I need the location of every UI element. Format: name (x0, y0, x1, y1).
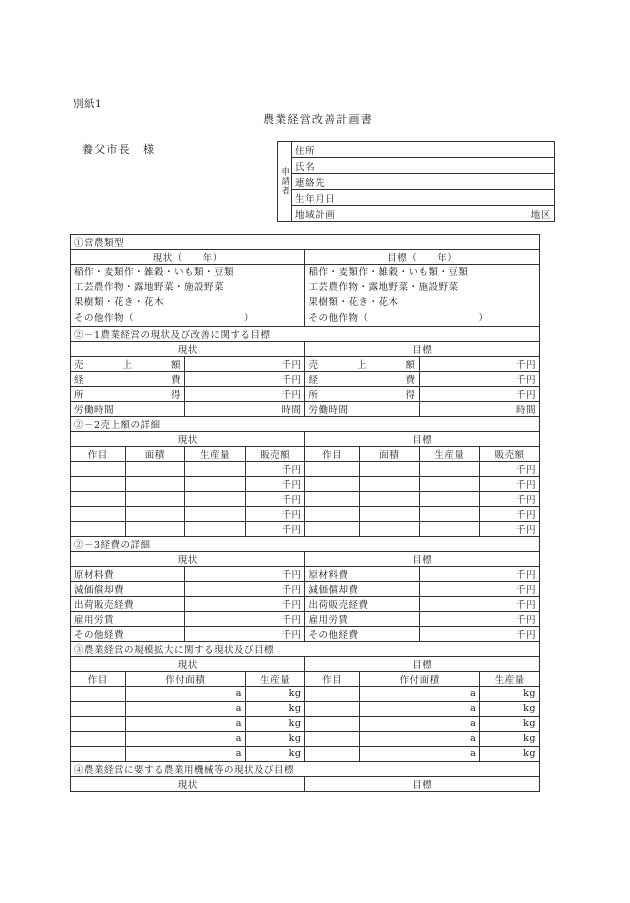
unit-label: kg (288, 703, 302, 715)
unit-label: a (470, 703, 477, 715)
table-row (71, 506, 540, 521)
column-header-yield: 生産量 (245, 671, 305, 686)
label-income-current: 所得 (71, 386, 185, 401)
cell-crop-target[interactable] (305, 461, 360, 476)
label-worktime-target: 労働時間 (305, 401, 419, 416)
value-other-cost-current[interactable] (185, 626, 305, 641)
value-shipping-cost-target[interactable] (419, 596, 539, 611)
cell-area-current[interactable] (125, 521, 185, 536)
cell-crop-target[interactable] (305, 746, 360, 761)
cell-planted-area-target[interactable] (359, 701, 479, 716)
section3-header-row (71, 656, 540, 671)
unit-label: 千円 (515, 374, 536, 386)
cell-area-current[interactable] (125, 506, 185, 521)
crop-type-option[interactable]: その他作物（ ） (74, 312, 255, 324)
section2-3-heading-row (71, 536, 540, 551)
cell-area-current[interactable] (125, 491, 185, 506)
applicant-field-contact[interactable] (292, 174, 555, 190)
cell-planted-area-current[interactable] (125, 746, 245, 761)
section2-1-heading: ②－1農業経営の現状及び改善に関する目標 (71, 326, 540, 341)
cell-crop-current[interactable] (71, 491, 126, 506)
unit-label: a (470, 688, 477, 700)
section3-heading: ③農業経営の規模拡大に関する現状及び目標 (71, 641, 540, 656)
label-worktime-current: 労働時間 (71, 401, 185, 416)
table-row (71, 611, 540, 626)
cell-crop-target[interactable] (305, 716, 360, 731)
unit-label: kg (523, 688, 536, 700)
cell-crop-target[interactable] (305, 731, 360, 746)
table-row (71, 701, 540, 716)
cell-yield-current[interactable] (245, 716, 305, 731)
applicant-field-birthdate[interactable] (292, 190, 555, 206)
unit-label: a (470, 733, 477, 745)
cell-crop-current[interactable] (71, 746, 126, 761)
applicant-field-address[interactable] (292, 142, 555, 158)
section2-2-column-row (71, 446, 540, 461)
unit-label: 千円 (515, 359, 536, 371)
table-row (278, 190, 555, 206)
unit-label: kg (523, 718, 536, 730)
cell-sales-target[interactable] (480, 521, 540, 536)
section1-target-header: 目標（ 年） (305, 250, 540, 265)
unit-label: 千円 (515, 599, 536, 611)
table-row (278, 142, 555, 158)
column-header-yield: 生産量 (480, 671, 540, 686)
unit-label: 千円 (515, 629, 536, 641)
value-material-cost-current[interactable] (185, 566, 305, 581)
section1-types-row (71, 265, 540, 327)
unit-label: kg (288, 748, 302, 760)
cell-area-target[interactable] (359, 491, 419, 506)
cell-sales-target[interactable] (480, 491, 540, 506)
cell-crop-current[interactable] (71, 476, 126, 491)
unit-label: 千円 (281, 524, 302, 536)
cell-yield-target[interactable] (480, 731, 540, 746)
cell-yield-target[interactable] (480, 686, 540, 701)
section3-target-header: 目標 (305, 656, 540, 671)
section2-1-heading-row (71, 326, 540, 341)
cell-area-current[interactable] (125, 476, 185, 491)
section2-1-current-header: 現状 (71, 341, 305, 356)
value-depreciation-target[interactable] (419, 581, 539, 596)
unit-label: 千円 (515, 524, 536, 536)
table-row (71, 746, 540, 761)
applicant-label-name: 氏名 (295, 161, 316, 173)
cell-sales-current[interactable] (245, 461, 305, 476)
cell-yield-current[interactable] (185, 521, 246, 536)
section2-2-current-header: 現状 (71, 431, 305, 446)
cell-crop-current[interactable] (71, 506, 126, 521)
cell-yield-target[interactable] (419, 506, 480, 521)
unit-label: 千円 (281, 359, 302, 371)
unit-label: a (470, 748, 477, 760)
value-worktime-current[interactable] (185, 401, 305, 416)
applicant-label-birthdate: 生年月日 (295, 193, 336, 205)
section2-3-heading: ②－3経費の詳細 (71, 536, 540, 551)
label-shipping-cost-target: 出荷販売経費 (305, 596, 419, 611)
value-expenses-current[interactable] (185, 371, 305, 386)
unit-label: 千円 (281, 599, 302, 611)
unit-label: 千円 (281, 509, 302, 521)
crop-type-option[interactable]: 稲作・麦類作・雑穀・いも類・豆類 (74, 267, 235, 278)
unit-label: 千円 (281, 479, 302, 491)
section1-heading: ①営農類型 (71, 235, 540, 250)
value-income-target[interactable] (419, 386, 539, 401)
section1-current-types[interactable] (71, 265, 305, 327)
crop-type-option[interactable]: 工芸農作物・露地野菜・施設野菜 (308, 282, 459, 294)
cell-sales-target[interactable] (480, 461, 540, 476)
addressee: 養父市長 様 (82, 143, 156, 156)
cell-planted-area-target[interactable] (359, 731, 479, 746)
cell-crop-current[interactable] (71, 521, 126, 536)
table-row (71, 491, 540, 506)
cell-crop-target[interactable] (305, 476, 360, 491)
column-header-sales: 販売額 (480, 446, 540, 461)
section1-target-types[interactable] (305, 265, 540, 327)
applicant-field-name[interactable] (292, 158, 555, 174)
cell-sales-current[interactable] (245, 476, 305, 491)
section4-current-header: 現状 (71, 776, 305, 791)
crop-type-option[interactable]: その他作物（ ） (308, 312, 489, 324)
unit-label: 千円 (515, 494, 536, 506)
cell-crop-target[interactable] (305, 521, 360, 536)
unit-label: 千円 (281, 464, 302, 476)
unit-label: 千円 (515, 464, 536, 476)
unit-label: 千円 (281, 494, 302, 506)
cell-yield-target[interactable] (419, 521, 480, 536)
label-sales-target: 売上額 (305, 356, 419, 371)
unit-label: a (235, 733, 242, 745)
table-row (71, 386, 540, 401)
table-row (71, 716, 540, 731)
cell-yield-current[interactable] (245, 746, 305, 761)
value-labor-wages-target[interactable] (419, 611, 539, 626)
cell-planted-area-current[interactable] (125, 716, 245, 731)
table-row (71, 731, 540, 746)
table-row (71, 566, 540, 581)
unit-label: kg (288, 688, 302, 700)
column-header-crop: 作目 (71, 446, 126, 461)
cell-area-target[interactable] (359, 506, 419, 521)
column-header-sales: 販売額 (245, 446, 305, 461)
unit-label: 千円 (515, 569, 536, 581)
column-header-area: 面積 (359, 446, 419, 461)
unit-label: kg (288, 733, 302, 745)
page-title: 農業経営改善計画書 (263, 113, 373, 126)
cell-yield-current[interactable] (185, 461, 246, 476)
cell-planted-area-target[interactable] (359, 686, 479, 701)
crop-type-option[interactable]: 果樹類・花き・花木 (74, 297, 165, 309)
unit-label: a (235, 703, 242, 715)
section2-2-header-row (71, 431, 540, 446)
label-labor-wages-current: 雇用労賃 (71, 611, 185, 626)
cell-crop-current[interactable] (71, 731, 126, 746)
applicant-field-area-plan[interactable] (292, 206, 555, 222)
table-row (278, 158, 555, 174)
cell-sales-current[interactable] (245, 506, 305, 521)
column-header-yield: 生産量 (185, 446, 246, 461)
section2-3-header-row (71, 551, 540, 566)
column-header-planted-area: 作付面積 (125, 671, 245, 686)
cell-planted-area-current[interactable] (125, 731, 245, 746)
main-form-table (70, 234, 540, 792)
label-material-cost-current: 原材料費 (71, 566, 185, 581)
label-expenses-current: 経費 (71, 371, 185, 386)
unit-label: 千円 (515, 389, 536, 401)
cell-yield-target[interactable] (419, 476, 480, 491)
section4-target-header: 目標 (305, 776, 540, 791)
table-row (71, 626, 540, 641)
unit-label: 千円 (281, 389, 302, 401)
cell-yield-current[interactable] (185, 476, 246, 491)
label-depreciation-target: 減価償却費 (305, 581, 419, 596)
value-sales-current[interactable] (185, 356, 305, 371)
cell-crop-current[interactable] (71, 701, 126, 716)
cell-yield-current[interactable] (245, 731, 305, 746)
crop-type-option[interactable]: 稲作・麦類作・雑穀・いも類・豆類 (308, 267, 469, 278)
cell-sales-current[interactable] (245, 491, 305, 506)
table-row (71, 686, 540, 701)
column-header-area: 面積 (125, 446, 185, 461)
section4-heading-row (71, 761, 540, 776)
table-row (71, 581, 540, 596)
label-other-cost-current: その他経費 (71, 626, 185, 641)
table-row (278, 206, 555, 222)
cell-sales-target[interactable] (480, 476, 540, 491)
section3-current-header: 現状 (71, 656, 305, 671)
value-worktime-target[interactable] (419, 401, 539, 416)
column-header-planted-area: 作付面積 (359, 671, 479, 686)
column-header-crop: 作目 (305, 671, 360, 686)
value-expenses-target[interactable] (419, 371, 539, 386)
cell-crop-current[interactable] (71, 716, 126, 731)
value-income-current[interactable] (185, 386, 305, 401)
label-labor-wages-target: 雇用労賃 (305, 611, 419, 626)
cell-crop-target[interactable] (305, 686, 360, 701)
column-header-crop: 作目 (71, 671, 126, 686)
cell-sales-current[interactable] (245, 521, 305, 536)
unit-label: kg (523, 703, 536, 715)
section1-current-header: 現状（ 年） (71, 250, 305, 265)
section2-2-target-header: 目標 (305, 431, 540, 446)
table-row (71, 596, 540, 611)
cell-crop-current[interactable] (71, 461, 126, 476)
unit-label: a (470, 718, 477, 730)
cell-planted-area-current[interactable] (125, 701, 245, 716)
section1-header-row (71, 250, 540, 265)
cell-area-target[interactable] (359, 476, 419, 491)
value-other-cost-target[interactable] (419, 626, 539, 641)
column-header-crop: 作目 (305, 446, 360, 461)
value-depreciation-current[interactable] (185, 581, 305, 596)
label-material-cost-target: 原材料費 (305, 566, 419, 581)
unit-label: kg (523, 733, 536, 745)
unit-label: 千円 (281, 584, 302, 596)
applicant-label-area-plan: 地域計画 (295, 209, 336, 221)
label-income-target: 所得 (305, 386, 419, 401)
table-row (71, 371, 540, 386)
unit-label: 千円 (281, 569, 302, 581)
cell-yield-current[interactable] (185, 506, 246, 521)
attachment-label: 別紙1 (73, 98, 103, 110)
cell-crop-target[interactable] (305, 506, 360, 521)
applicant-label-address: 住所 (295, 145, 316, 157)
value-sales-target[interactable] (419, 356, 539, 371)
unit-label: 千円 (281, 614, 302, 626)
table-row (71, 476, 540, 491)
table-row (278, 174, 555, 190)
section2-1-header-row (71, 341, 540, 356)
unit-label: kg (523, 748, 536, 760)
table-row (71, 356, 540, 371)
section4-heading: ④農業経営に要する農業用機械等の現状及び目標 (71, 761, 540, 776)
cell-planted-area-target[interactable] (359, 746, 479, 761)
applicant-table (277, 141, 555, 222)
section2-3-target-header: 目標 (305, 551, 540, 566)
unit-label: 千円 (281, 629, 302, 641)
cell-yield-target[interactable] (419, 491, 480, 506)
unit-label: a (235, 748, 242, 760)
label-other-cost-target: その他経費 (305, 626, 419, 641)
value-shipping-cost-current[interactable] (185, 596, 305, 611)
section2-3-current-header: 現状 (71, 551, 305, 566)
section2-2-heading: ②－2売上額の詳細 (71, 416, 540, 431)
table-row (71, 521, 540, 536)
unit-label: 千円 (515, 584, 536, 596)
cell-area-target[interactable] (359, 461, 419, 476)
cell-yield-target[interactable] (480, 716, 540, 731)
unit-label: 時間 (281, 404, 302, 416)
label-sales-current: 売上額 (71, 356, 185, 371)
label-expenses-target: 経費 (305, 371, 419, 386)
cell-crop-target[interactable] (305, 491, 360, 506)
section2-2-heading-row (71, 416, 540, 431)
section3-column-row (71, 671, 540, 686)
cell-yield-target[interactable] (480, 701, 540, 716)
unit-label: 千円 (515, 614, 536, 626)
unit-label: kg (288, 718, 302, 730)
table-row (71, 401, 540, 416)
cell-yield-target[interactable] (419, 461, 480, 476)
applicant-suffix-district: 地区 (530, 209, 551, 221)
cell-crop-target[interactable] (305, 701, 360, 716)
column-header-yield: 生産量 (419, 446, 480, 461)
section4-header-row (71, 776, 540, 791)
cell-planted-area-current[interactable] (125, 686, 245, 701)
section1-heading-row (71, 235, 540, 250)
label-depreciation-current: 減価償却費 (71, 581, 185, 596)
section3-heading-row (71, 641, 540, 656)
unit-label: 千円 (515, 509, 536, 521)
value-material-cost-target[interactable] (419, 566, 539, 581)
applicant-label-contact: 連絡先 (295, 177, 326, 189)
unit-label: 時間 (515, 404, 536, 416)
cell-area-current[interactable] (125, 461, 185, 476)
cell-area-target[interactable] (359, 521, 419, 536)
cell-yield-target[interactable] (480, 746, 540, 761)
cell-yield-current[interactable] (245, 701, 305, 716)
table-row (71, 461, 540, 476)
cell-crop-current[interactable] (71, 686, 126, 701)
unit-label: 千円 (515, 479, 536, 491)
crop-type-option[interactable]: 果樹類・花き・花木 (308, 297, 399, 309)
value-labor-wages-current[interactable] (185, 611, 305, 626)
cell-sales-target[interactable] (480, 506, 540, 521)
applicant-vertical-label: 申請者 (278, 142, 292, 222)
cell-planted-area-target[interactable] (359, 716, 479, 731)
label-shipping-cost-current: 出荷販売経費 (71, 596, 185, 611)
cell-yield-current[interactable] (245, 686, 305, 701)
section2-1-target-header: 目標 (305, 341, 540, 356)
crop-type-option[interactable]: 工芸農作物・露地野菜・施設野菜 (74, 282, 225, 294)
cell-yield-current[interactable] (185, 491, 246, 506)
unit-label: 千円 (281, 374, 302, 386)
unit-label: a (235, 688, 242, 700)
unit-label: a (235, 718, 242, 730)
